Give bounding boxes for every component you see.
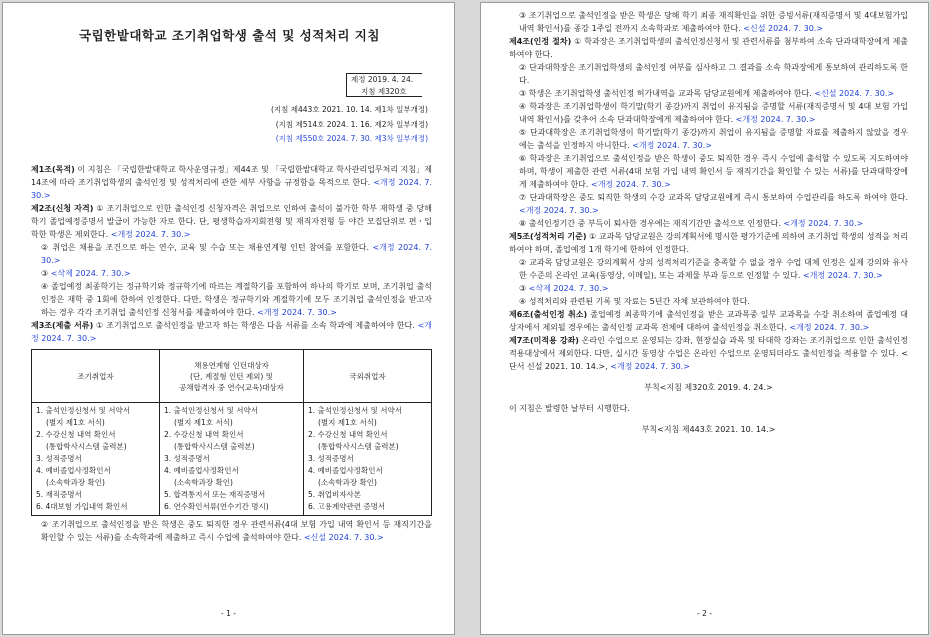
- document-page-2: [480, 2, 929, 635]
- document-item: 1. 출석인정신청서 및 서약서: [164, 406, 259, 415]
- article-5-p2: ② 교과목 담당교원은 강의계획서 상의 성적처리기준을 충족할 수 없을 경우 수업 대체 인정은 실제 강의와 유사한 수준의 온라인 교육(동영상, 이메일), 또는 과제물 부과 등으로 인정할 수 있다. <개정 2024. 7. 30.>: [519, 258, 908, 280]
- addendum-1-title: 부칙<지침 제320호 2019. 4. 24.>: [644, 383, 773, 392]
- article-6: 제6조(출석인정 취소) 졸업예정 최종학기에 출석인정을 받은 교과목중 일부 교과목을 수강 취소하여 졸업예정 대상자에서 제외될 경우에는 출석인정 교과목 전체에 대하여 출석인정을 취소한다. <개정 2024. 7. 30.>: [509, 310, 908, 332]
- article-3-p1: 제3조(제출 서류) ① 조기취업으로 출석인정을 받고자 하는 학생은 다음 서류를 소속 학과에 제출하여야 한다. <개정 2024. 7. 30.>: [31, 321, 432, 343]
- article-4-p6: ⑥ 학과장은 조기취업으로 출석인정을 받은 학생이 중도 퇴직한 경우 즉시 수업에 출석할 수 있도록 지도하여야 하며, 학생이 제출한 관련 서류(4대 보험 가입 내역 확인서 등 재직기간을 확인할 수 있는 서류)를 단과대학장에게 제출하여야 한다. <개정 2024. 7. 30.>: [519, 154, 908, 189]
- document-item: 5. 취업비자사본: [308, 490, 362, 499]
- document-item-note: (소속학과장 확인): [174, 478, 233, 487]
- document-item: 6. 4대보험 가입내역 확인서: [36, 502, 128, 511]
- document-item: 6. 고용계약관련 증명서: [308, 502, 386, 511]
- revision-history: [271, 103, 428, 147]
- addendum-1-text: 이 지침은 발령한 날부터 시행한다.: [509, 404, 630, 413]
- addendum-2-title: 부칙<지침 제443호 2021. 10. 14.>: [641, 425, 776, 434]
- document-item: 3. 성적증명서: [36, 454, 82, 463]
- article-2-p1: 제2조(신청 자격) ① 조기취업으로 인한 출석인정 신청자격은 취업으로 인하여 출석이 불가한 학부 재학생 중 당해 학기 졸업예정증명서 발급이 가능한 자로 한다. 단, 평생학습자지회전형 및 재직자전형 등 야간 모집단위로 편ㆍ입학한 학생은 제외한다. <개정 2024. 7. 30.>: [31, 204, 432, 239]
- document-item-note: (별지 제1호 서식): [318, 418, 377, 427]
- enactment-date: 제정 2019. 4. 24.: [351, 75, 414, 84]
- article-5-p4: ④ 성적처리와 관련된 기록 및 자료는 5년간 자체 보관하여야 한다.: [519, 297, 750, 306]
- document-item-note: (통합학사시스템 출력본): [174, 442, 255, 451]
- revision-line: (지침 제514호 2024. 1. 16. 제2차 일부개정): [275, 119, 428, 129]
- table-header: 채용연계형 인턴대상자 (단, 계절형 인턴 제외) 및 공채합격자 중 연수(교육)대상자: [160, 350, 304, 403]
- article-4-p1: 제4조(인정 절차) ① 학과장은 조기취업학생의 출석인정신청서 및 관련서류를 첨부하여 소속 단과대학장에게 제출하여야 한다.: [509, 37, 908, 59]
- article-4-p3: ③ 학생은 조기취업학생 출석인정 허가내역을 교과목 담당교원에게 제출하여야 한다. <신설 2024. 7. 30.>: [519, 89, 895, 98]
- document-title: 국립한밭대학교 조기취업학생 출석 및 성적처리 지침: [79, 28, 380, 43]
- enactment-note: [346, 73, 422, 97]
- document-item: 3. 성적증명서: [308, 454, 354, 463]
- article-5-p3: ③ <삭제 2024. 7. 30.>: [519, 284, 609, 293]
- document-page-1: [2, 2, 455, 635]
- article-4-p5: ⑤ 단과대학장은 조기취업학생이 학기말(학기 종강)까지 취업이 유지됨을 증명할 자료를 제출하지 않았을 경우에는 출석을 인정하지 아니한다. <개정 2024. 7. 30.>: [519, 128, 908, 150]
- document-item: 3. 성적증명서: [164, 454, 210, 463]
- article-4-p8: ⑧ 출석인정기간 중 부득이 퇴사한 경우에는 재직기간만 출석으로 인정한다. <개정 2024. 7. 30.>: [519, 219, 864, 228]
- table-cell-intern: [160, 403, 304, 516]
- article-5-p1: 제5조(성적처리 기준) ① 교과목 담당교원은 강의계획서에 명시한 평가기준에 의하여 조기취업 학생의 성적을 처리하여야 하며, 졸업예정 1개 학기에 한하여 인정한다.: [509, 232, 908, 254]
- article-2-p3: ③ <삭제 2024. 7. 30.>: [41, 269, 131, 278]
- page-2-body: [509, 9, 908, 436]
- document-item: 6. 연수확인서류(연수기간 명시): [164, 502, 269, 511]
- article-2-p4: ④ 졸업예정 최종학기는 정규학기와 정규학기에 따르는 계절학기를 포함하여 하나의 학기로 보며, 조기취업 출석인정은 재학 중 1회에 한하여 인정한다. 다만, 학생은 정규학기와 계절학기에 모두 조기취업 출석인정을 받고자 하는 경우 각각 조기취업 출석인정 신청서를 제출하여야 한다. <개정 2024. 7. 30.>: [41, 282, 432, 317]
- table-header: 조기취업자: [32, 350, 160, 403]
- table-cell-regular-employee: [32, 403, 160, 516]
- document-item: 1. 출석인정신청서 및 서약서: [36, 406, 131, 415]
- document-item: 1. 출석인정신청서 및 서약서: [308, 406, 403, 415]
- required-documents-table: [31, 349, 432, 516]
- document-item-note: (별지 제1호 서식): [46, 418, 105, 427]
- document-item-note: (소속학과장 확인): [46, 478, 105, 487]
- document-item: 4. 예비졸업사정확인서: [36, 466, 111, 475]
- page-number: - 1 -: [221, 609, 236, 618]
- revision-line: (지침 제550호 2024. 7. 30. 제3차 일부개정): [275, 134, 428, 143]
- enactment-number: 지침 제320호: [361, 87, 407, 96]
- article-3-p2: ② 조기취업으로 출석인정을 받은 학생은 중도 퇴직한 경우 관련서류(4대 보험 가입 내역 확인서 등 재직기간을 확인할 수 있는 서류)를 소속학과에 제출하고 즉시 수업에 출석하여야 한다. <신설 2024. 7. 30.>: [41, 520, 432, 542]
- document-item: 5. 합격통지서 또는 재직증명서: [164, 490, 266, 499]
- article-2-p2: ② 취업은 채용을 조건으로 하는 연수, 교육 및 수습 또는 채용연계형 인턴 참여를 포함한다. <개정 2024. 7. 30.>: [41, 243, 432, 265]
- document-item-note: (소속학과장 확인): [318, 478, 377, 487]
- article-4-p7: ⑦ 단과대학장은 중도 퇴직한 학생의 수강 교과목 담당교원에게 즉시 통보하여 수업관리를 하도록 하여야 한다. <개정 2024. 7. 30.>: [519, 193, 908, 215]
- document-item-note: (통합학사시스템 출력본): [46, 442, 127, 451]
- document-item-note: (별지 제1호 서식): [174, 418, 233, 427]
- document-item: 5. 재직증명서: [36, 490, 82, 499]
- table-header: 국외취업자: [304, 350, 432, 403]
- article-4-p2: ② 단과대학장은 조기취업학생의 출석인정 여부를 심사하고 그 결과를 소속 학과장에게 통보하여 관리하도록 한다.: [519, 63, 908, 85]
- document-item-note: (통합학사시스템 출력본): [318, 442, 399, 451]
- document-item: 2. 수강신청 내역 확인서: [36, 430, 116, 439]
- document-item: 4. 예비졸업사정확인서: [164, 466, 239, 475]
- article-7: 제7조(미적용 강좌) 온라인 수업으로 운영되는 강좌, 현장실습 과목 및 타대학 강좌는 조기취업으로 인한 출석인정 적용대상에서 제외한다. 다만, 실시간 동영상 수업은 온라인 수업으로 운영되더라도 출석인정을 적용할 수 있다. <단서 신설 2021. 10. 14.>, <개정 2024. 7. 30.>: [509, 336, 908, 371]
- article-4-p4: ④ 학과장은 조기취업학생이 학기말(학기 종강)까지 취업이 유지됨을 증명할 서류(재직증명서 및 4대 보험 가입 내역 확인서)를 갖추어 소속 단과대학장에게 제출하여야 한다. <개정 2024. 7. 30.>: [519, 102, 908, 124]
- document-item: 2. 수강신청 내역 확인서: [308, 430, 388, 439]
- table-cell-overseas: [304, 403, 432, 516]
- article-3-p3: ③ 조기취업으로 출석인정을 받은 학생은 당해 학기 최종 재직확인을 위한 증빙서류(재직증명서 및 4대보험가입 내역 확인서)를 종강 1주일 전까지 소속학과로 제출하여야 한다. <신설 2024. 7. 30.>: [519, 11, 908, 33]
- page-number: - 2 -: [697, 609, 712, 618]
- page-1-body: [31, 163, 432, 544]
- revision-line: (지침 제443호 2021. 10. 14. 제1차 일부개정): [270, 105, 428, 114]
- article-1: 제1조(목적) 이 지침은 「국립한밭대학교 학사운영규정」제44조 및 「국립한밭대학교 학사관리업무처리 지침」제14조에 따라 조기취업학생의 출석인정 및 성적처리에 관한 세부 사항을 규정함을 목적으로 한다. <개정 2024. 7. 30.>: [31, 165, 432, 200]
- document-item: 4. 예비졸업사정확인서: [308, 466, 383, 475]
- document-item: 2. 수강신청 내역 확인서: [164, 430, 244, 439]
